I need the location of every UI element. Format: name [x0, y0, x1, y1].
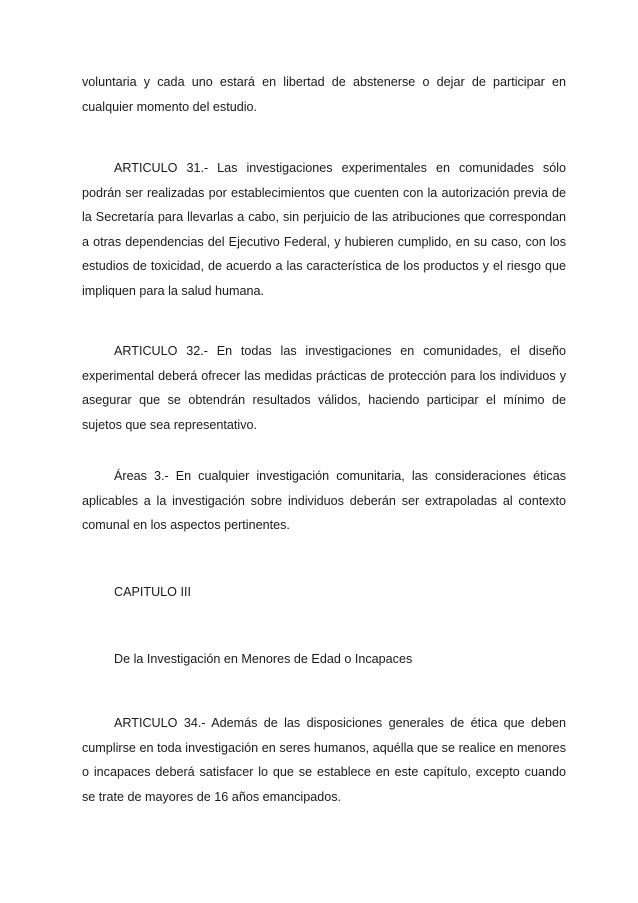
paragraph-article-34: ARTICULO 34.- Además de las disposiciones generales de ética que deben cumplirse en toda investigación en seres humanos, aquélla que se realice en menores o incapaces deberá satisfacer lo que se establece en este capítulo, excepto cuando se trate de mayores de 16 años emancipados.	[82, 716, 566, 804]
paragraph-areas-3: Áreas 3.- En cualquier investigación comunitaria, las consideraciones éticas aplicables a la investigación sobre individuos deberán ser extrapoladas al contexto comunal en los aspectos pertinentes.	[82, 469, 566, 532]
chapter-subtitle: De la Investigación en Menores de Edad o Incapaces	[114, 652, 413, 666]
paragraph-article-31: ARTICULO 31.- Las investigaciones experimentales en comunidades sólo podrán ser realizadas por establecimientos que cuenten con la autorización previa de la Secretaría para llevarlas a cabo, sin perjuicio de las atribuciones que correspondan a otras dependencias del Ejecutivo Federal, y hubieren cumplido, en su caso, con los estudios de toxicidad, de acuerdo a las característica de los productos y el riesgo que impliquen para la salud humana.	[82, 161, 566, 298]
paragraph-article-32: ARTICULO 32.- En todas las investigaciones en comunidades, el diseño experimental deberá ofrecer las medidas prácticas de protección para los individuos y asegurar que se obtendrán resultados válidos, haciendo participar el mínimo de sujetos que sea representativo.	[82, 344, 566, 432]
chapter-title: CAPITULO III	[114, 585, 191, 599]
paragraph-continuation: voluntaria y cada uno estará en libertad de abstenerse o dejar de participar en cualquier momento del estudio.	[82, 75, 566, 114]
